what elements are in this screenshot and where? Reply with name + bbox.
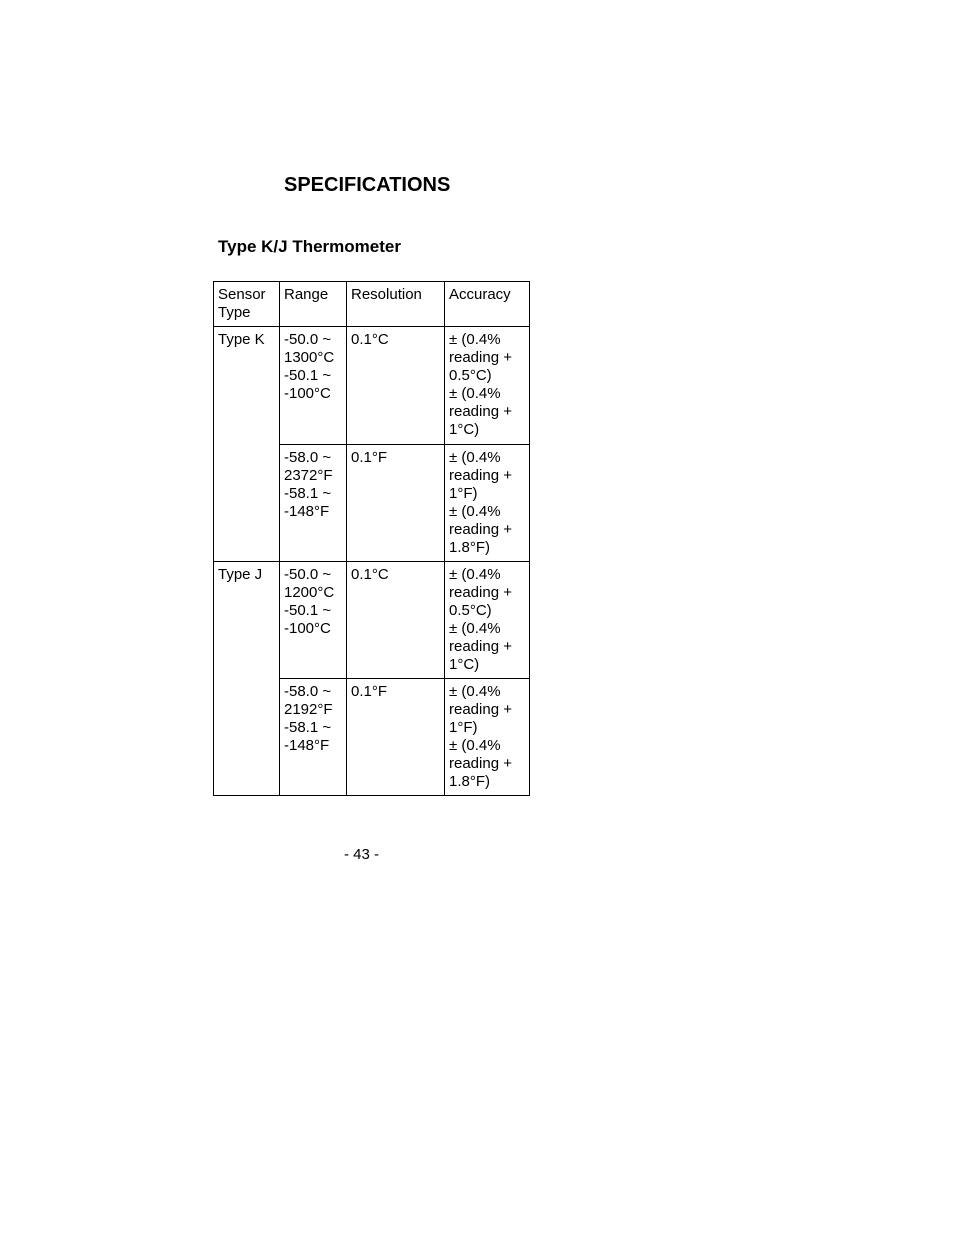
accuracy-cell — [445, 562, 530, 679]
table-row — [214, 327, 530, 445]
range-line: -148°F — [284, 737, 330, 754]
resolution-value: 0.1°F — [351, 683, 388, 700]
accuracy-line: ± (0.4% — [449, 566, 501, 583]
accuracy-line: ± (0.4% — [449, 503, 501, 520]
accuracy-cell — [445, 445, 530, 562]
resolution-value: 0.1°C — [351, 566, 389, 583]
accuracy-line: reading + — [449, 467, 512, 484]
header-accuracy — [445, 282, 530, 327]
accuracy-line: reading + — [449, 403, 512, 420]
resolution-cell — [347, 327, 445, 445]
accuracy-line: ± (0.4% — [449, 620, 501, 637]
table-header-row — [214, 282, 530, 327]
range-line: -50.0 ~ — [284, 566, 332, 583]
header-range-label: Range — [284, 286, 329, 303]
accuracy-line: 0.5°C) — [449, 602, 492, 619]
header-sensor-type-line: Sensor — [218, 286, 266, 303]
accuracy-line: 0.5°C) — [449, 367, 492, 384]
resolution-cell — [347, 679, 445, 796]
sensor-type-label: Type K — [218, 331, 265, 348]
range-line: -58.0 ~ — [284, 449, 332, 466]
accuracy-line: ± (0.4% — [449, 385, 501, 402]
sensor-type-cell — [214, 327, 280, 562]
accuracy-cell — [445, 327, 530, 445]
accuracy-cell — [445, 679, 530, 796]
accuracy-line: 1°F) — [449, 719, 478, 736]
header-range — [280, 282, 347, 327]
range-line: -58.1 ~ — [284, 719, 332, 736]
header-accuracy-label: Accuracy — [449, 286, 511, 303]
spec-table — [213, 281, 530, 796]
range-line: 2372°F — [284, 467, 333, 484]
range-line: -50.1 ~ — [284, 602, 332, 619]
header-resolution-label: Resolution — [351, 286, 422, 303]
sensor-type-label: Type J — [218, 566, 263, 583]
range-line: -148°F — [284, 503, 330, 520]
page-number: - 43 - — [344, 846, 380, 863]
page-title: SPECIFICATIONS — [284, 174, 451, 196]
accuracy-line: 1.8°F) — [449, 773, 491, 790]
range-cell — [280, 327, 347, 445]
accuracy-line: ± (0.4% — [449, 331, 501, 348]
accuracy-line: reading + — [449, 638, 512, 655]
resolution-cell — [347, 562, 445, 679]
section-title: Type K/J Thermometer — [218, 237, 401, 256]
resolution-value: 0.1°C — [351, 331, 389, 348]
range-cell — [280, 445, 347, 562]
accuracy-line: 1.8°F) — [449, 539, 491, 556]
accuracy-line: 1°C) — [449, 656, 480, 673]
range-cell — [280, 679, 347, 796]
header-sensor-type — [214, 282, 280, 327]
accuracy-line: reading + — [449, 701, 512, 718]
accuracy-line: 1°F) — [449, 485, 478, 502]
resolution-value: 0.1°F — [351, 449, 388, 466]
accuracy-line: reading + — [449, 755, 512, 772]
range-cell — [280, 562, 347, 679]
table-row — [214, 562, 530, 679]
resolution-cell — [347, 445, 445, 562]
accuracy-line: 1°C) — [449, 421, 480, 438]
range-line: 1300°C — [284, 349, 335, 366]
range-line: -58.0 ~ — [284, 683, 332, 700]
accuracy-line: ± (0.4% — [449, 683, 501, 700]
range-line: -100°C — [284, 620, 331, 637]
sensor-type-cell — [214, 562, 280, 796]
range-line: 2192°F — [284, 701, 333, 718]
accuracy-line: ± (0.4% — [449, 449, 501, 466]
accuracy-line: reading + — [449, 349, 512, 366]
range-line: -50.0 ~ — [284, 331, 332, 348]
accuracy-line: reading + — [449, 584, 512, 601]
accuracy-line: reading + — [449, 521, 512, 538]
range-line: -100°C — [284, 385, 331, 402]
range-line: 1200°C — [284, 584, 335, 601]
accuracy-line: ± (0.4% — [449, 737, 501, 754]
header-sensor-type-line: Type — [218, 304, 251, 321]
range-line: -50.1 ~ — [284, 367, 332, 384]
range-line: -58.1 ~ — [284, 485, 332, 502]
header-resolution — [347, 282, 445, 327]
